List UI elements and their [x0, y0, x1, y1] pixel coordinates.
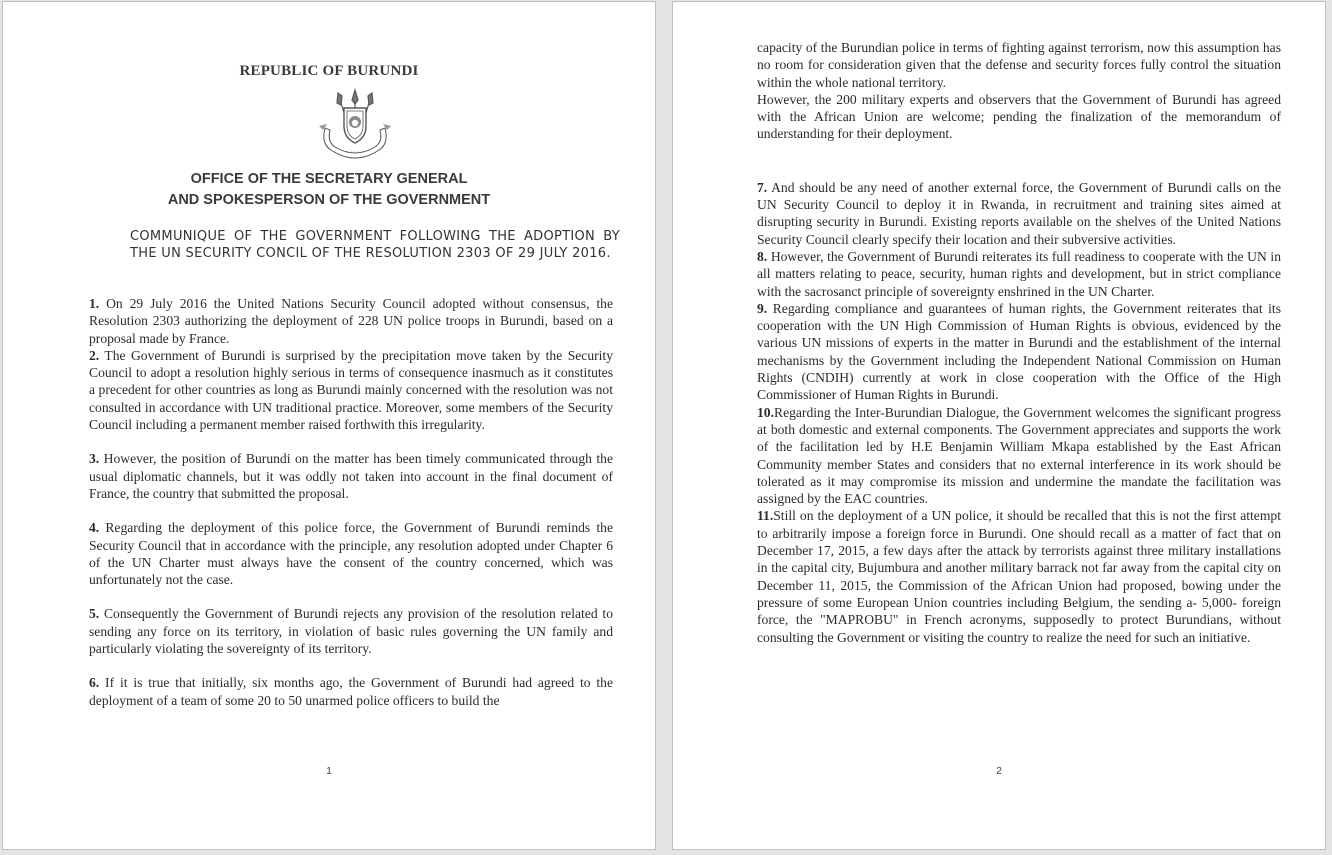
paragraph-number: 5.: [89, 606, 100, 622]
paragraph-1: [89, 295, 613, 347]
paragraph-number: 7.: [757, 179, 768, 195]
paragraph-number: 2.: [89, 347, 100, 363]
paragraph-6: [89, 674, 613, 709]
paragraph-11: [757, 507, 1281, 645]
paragraph-number: 4.: [89, 520, 100, 536]
however-paragraph: However, the 200 military experts and observers that the Government of Burundi has agreed with the African Union are welcome; pending the finalization of the memorandum of understanding for their deployment.: [757, 91, 1281, 142]
document-page-1: [2, 1, 656, 850]
paragraph-text: However, the Government of Burundi reiterates its full readiness to cooperate with the UN in all matters relating to peace, security, human rights and development, but in strict compliance with the sacrosanct principle of sovereignty enshrined in the UN Charter.: [757, 248, 1281, 299]
paragraph-5: [89, 605, 613, 657]
page-number: 1: [326, 765, 332, 777]
office-heading: [3, 169, 655, 211]
paragraph-text: The Government of Burundi is surprised by the precipitation move taken by the Security Council to adopt a resolution highly serious in terms of consequence inasmuch as it constitutes a precedent for other countries as long as Burundi mainly concerned with the resolution was not consulted in accordance with UN traditional practice. Moreover, some members of the Security Council including a permanent member raised forthwith this irregularity.: [89, 347, 613, 433]
paragraph-9: [757, 300, 1281, 404]
paragraph-text: Consequently the Government of Burundi rejects any provision of the resolution related to sending any force on its territory, in violation of basic rules governing the UN family and particularly violating the sovereignty of its territory.: [89, 606, 613, 657]
communique-title: COMMUNIQUE OF THE GOVERNMENT FOLLOWING THE ADOPTION BY THE UN SECURITY CONCIL OF THE RESOLUTION 2303 OF 29 JULY 2016.: [130, 229, 620, 261]
header-title: REPUBLIC OF BURUNDI: [239, 63, 419, 79]
paragraph-text: On 29 July 2016 the United Nations Security Council adopted without consensus, the Resolution 2303 authorizing the deployment of 228 UN police troops in Burundi, based on a proposal made by France.: [89, 296, 613, 346]
paragraph-10: [757, 404, 1281, 508]
paragraph-number: 11.: [757, 508, 774, 524]
paragraph-number: 3.: [89, 451, 100, 467]
continuation-paragraph: capacity of the Burundian police in terms of fighting against terrorism, now this assumption has no room for consideration given that the defense and security forces fully control the situation within the whole national territory.: [757, 40, 1281, 90]
paragraph-3: [89, 450, 613, 502]
office-line-2: AND SPOKESPERSON OF THE GOVERNMENT: [167, 192, 491, 208]
paragraph-text: Regarding the Inter-Burundian Dialogue, the Government welcomes the significant progress at both domestic and external components. The Government appreciates and supports the work of the facilitation led by H.E Benjamin William Mkapa established by the East African Community member States and considers that no external interference in its work should be tolerated as it may compromise its mission and undermine the mandate the facilitation was assigned by the EAC countries.: [757, 404, 1281, 507]
paragraph-8: [757, 248, 1281, 300]
paragraph-number: 10.: [757, 404, 774, 420]
paragraph-text: Regarding compliance and guarantees of human rights, the Government reiterates that its cooperation with the UN High Commission of Human Rights is obvious, evidenced by the various UN missions of experts in the matter in Burundi and the establishment of the internal mechanisms by the Government including the Independent National Commission on Human Rights (CNDIH) currently at work in close cooperation with the Office of the High Commissioner of Human Rights in Burundi.: [757, 300, 1281, 403]
paragraph-4: [89, 519, 613, 588]
svg-text:· · · · ·: · · · · ·: [347, 149, 363, 154]
paragraph-text: Still on the deployment of a UN police, it should be recalled that this is not the first attempt to arbitrarily impose a foreign force in Burundi. One should recall as a matter of fact that on December 17, 2015, a few days after the attack by terrorists against three military installations in the capital city, Bujumbura and another military barrack not far away from the capital city on December 11, 2015, the Commission of the African Union had proposed, bowing under the pressure of some European Union countries including Belgium, the sending a- 5,000- foreign force, the "MAPROBU" in French acronyms, supposedly to protect Burundians, without consulting the Government or visiting the country to realize the need for such an initiative.: [757, 508, 1281, 645]
paragraph-text: Regarding the deployment of this police force, the Government of Burundi reminds the Security Council that in accordance with the principle, any resolution adopted under Chapter 6 of the UN Charter must always have the consent of the country concerned, which was unfortunately not the case.: [89, 520, 613, 588]
paragraph-number: 1.: [89, 296, 100, 311]
page1-body: [89, 295, 613, 709]
paragraph-number: 9.: [757, 300, 768, 316]
paragraph-text: If it is true that initially, six months ago, the Government of Burundi had agreed to the deployment of a team of some 20 to 50 unarmed police officers to build the: [89, 675, 613, 708]
paragraph-2: [89, 347, 613, 433]
paragraph-text: However, the position of Burundi on the matter has been timely communicated through the usual diplomatic channels, but it was oddly not taken into account in the final document of France, the country that submitted the proposal.: [89, 451, 613, 501]
page2-body: [757, 39, 1281, 646]
paragraph-text: And should be any need of another external force, the Government of Burundi calls on the UN Security Council to deploy it in Rwanda, in recruitment and training sites aimed at disrupting security in Burundi. Existing reports available on the shelves of the United Nations Security Council clearly specify their location and their subversive activities.: [757, 179, 1281, 247]
burundi-coat-of-arms-icon: [315, 86, 395, 166]
paragraph-number: 6.: [89, 675, 100, 691]
document-page-2: [672, 1, 1326, 850]
paragraph-number: 8.: [757, 248, 768, 264]
page-number: 2: [996, 765, 1002, 777]
paragraph-7: [757, 179, 1281, 248]
office-line-1: OFFICE OF THE SECRETARY GENERAL: [190, 171, 468, 187]
